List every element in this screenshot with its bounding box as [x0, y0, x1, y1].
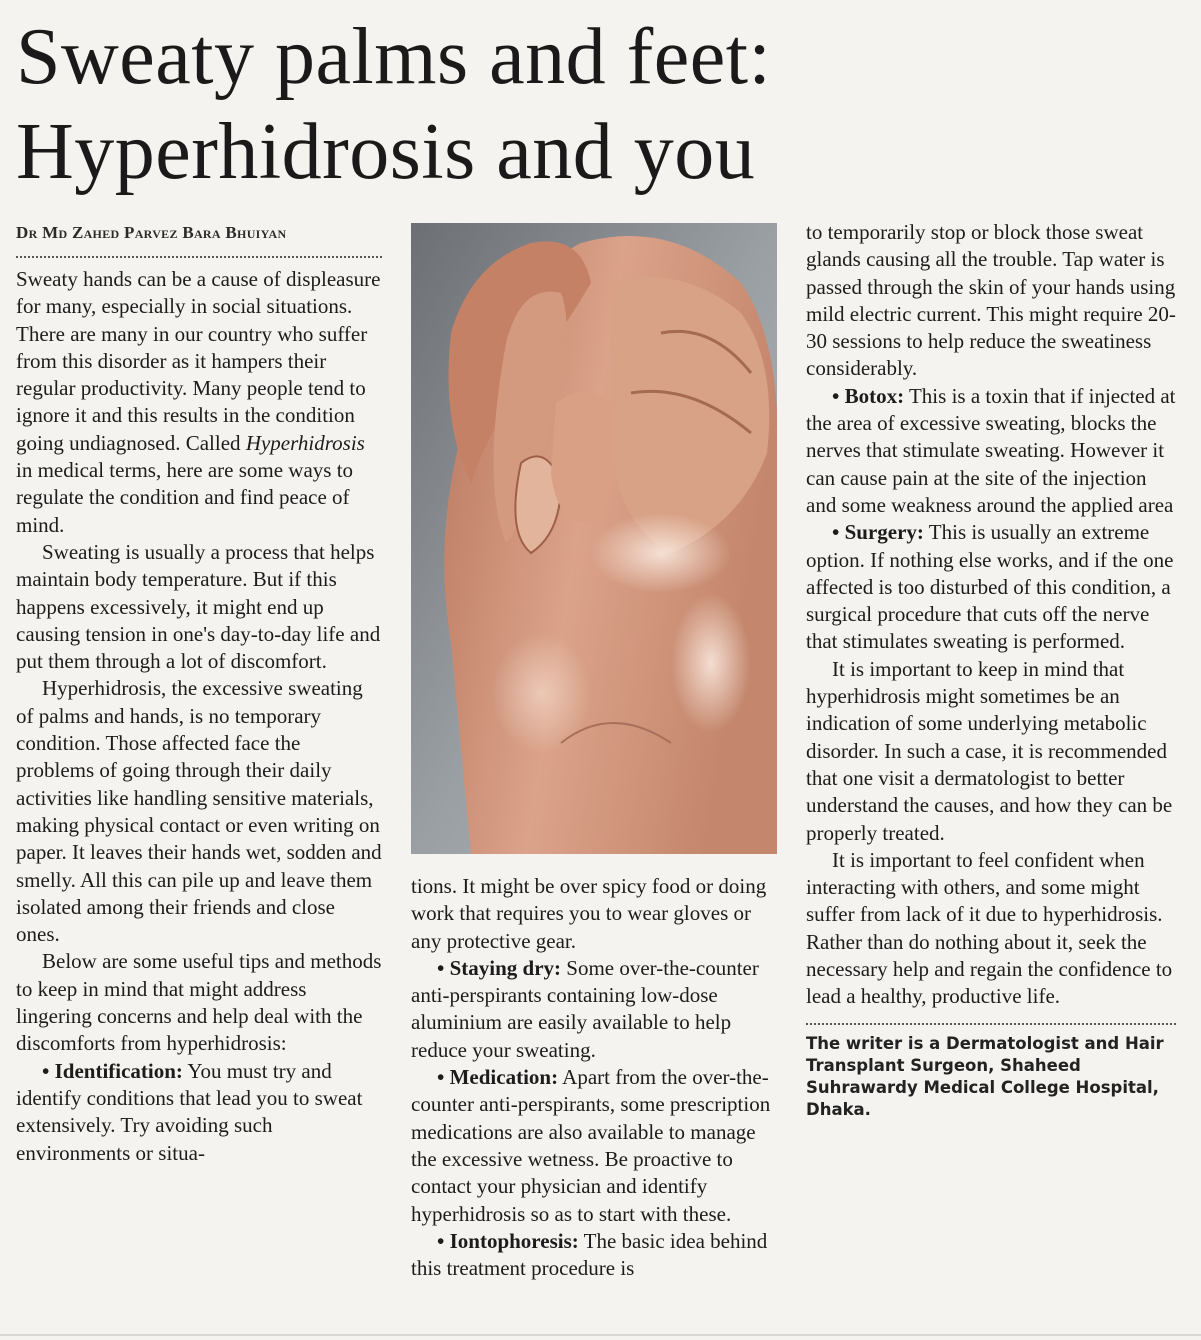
surgery-text: This is usually an extreme option. If nothing else works, and if the one affected is too disturbed of this condition, a surgical procedure that cuts off the nerve that stimulates sweating is performed.: [806, 520, 1174, 654]
paragraph-intro: [16, 266, 382, 539]
byline-divider: [16, 256, 382, 258]
bullet-identification: [16, 1058, 382, 1167]
sweaty-hand-photo: [411, 223, 777, 854]
paragraph-sweating: Sweating is usually a process that helps maintain body temperature. But if this happens excessively, it might end up causing tension in one's day-to-day life and put them through a lot of discomfort.: [16, 539, 381, 674]
surgery-label: • Surgery:: [832, 520, 924, 545]
bullet-botox: [806, 383, 1176, 519]
medication-text: Apart from the over-the-counter anti-perspirants, some prescription medications are also available to manage the excessive wetness. Be proactive to contact your physician and identify hyperhidrosis so as to start with these.: [411, 1065, 771, 1226]
column-1: [16, 222, 382, 1167]
bio-divider: [806, 1023, 1176, 1025]
column-3: [806, 219, 1176, 1121]
paragraph-tips: Below are some useful tips and methods to keep in mind that might address lingering concerns and help deal with the discomforts from hyperhidrosis:: [16, 949, 382, 1056]
hand-illustration: [411, 223, 777, 854]
page-bottom-rule: [0, 1334, 1201, 1336]
byline: Dr Md Zahed Parvez Bara Bhuiyan: [16, 223, 287, 242]
intro-text: Sweaty hands can be a cause of displeasure for many, especially in social situations. There are many in our country who suffer from this disorder as it hampers their regular productivity. Many people tend to ignore it and this results in the condition going undiagnosed. Called: [16, 267, 381, 455]
paragraph-hyperhidrosis: Hyperhidrosis, the excessive sweating of palms and hands, is no temporary condition. Those affected face the problems of going through their daily activities like handling sensitive materials, making physical contact or even writing on paper. It leaves their hands wet, sodden and smelly. All this can pile up and leave them isolated among their friends and close ones.: [16, 676, 382, 947]
headline-line-1: Sweaty palms and feet:: [16, 13, 772, 101]
iontophoresis-text: The basic idea behind this treatment procedure is: [411, 1228, 768, 1281]
continuation-text: tions. It might be over spicy food or doing work that requires you to wear gloves or any protective gear.: [411, 874, 767, 953]
staying-dry-label: • Staying dry:: [437, 955, 562, 980]
iontophoresis-label: • Iontophoresis:: [437, 1228, 579, 1253]
article-headline: [16, 10, 1186, 200]
bullet-medication: [411, 1064, 777, 1228]
bullet-surgery: [806, 519, 1176, 655]
bullet-iontophoresis: [411, 1228, 777, 1283]
term-hyperhidrosis: Hyperhidrosis: [245, 430, 365, 455]
paragraph-metabolic: It is important to keep in mind that hyperhidrosis might sometimes be an indication of some underlying metabolic disorder. In such a case, it is recommended that one visit a dermatologist to better understand the causes, and how they can be properly treated.: [806, 656, 1173, 845]
writer-bio: The writer is a Dermatologist and Hair Transplant Surgeon, Shaheed Suhrawardy Medical College Hospital, Dhaka.: [806, 1033, 1164, 1119]
botox-label: • Botox:: [832, 383, 905, 408]
continuation-iontophoresis: to temporarily stop or block those sweat glands causing all the trouble. Tap water is passed through the skin of your hands using mild electric current. This might require 20-30 sessions to help reduce the sweatiness considerably.: [806, 220, 1176, 381]
paragraph-confidence: It is important to feel confident when interacting with others, and some might suffer from lack of it due to hyperhidrosis. Rather than do nothing about it, seek the necessary help and regain the confidence to lead a healthy, productive life.: [806, 847, 1173, 1009]
botox-text: This is a toxin that if injected at the area of excessive sweating, blocks the nerves that stimulate sweating. However it can cause pain at the site of the injection and some weakness around the applied area: [806, 383, 1176, 517]
staying-dry-text: Some over-the-counter anti-perspirants containing low-dose aluminium are easily available to help reduce your sweating.: [411, 955, 759, 1062]
bullet-staying-dry: [411, 955, 777, 1064]
identification-text: You must try and identify conditions that lead you to sweat extensively. Try avoiding such environments or situa-: [16, 1058, 363, 1165]
intro-text-end: in medical terms, here are some ways to regulate the condition and find peace of mind.: [16, 458, 354, 537]
column-2: [411, 873, 777, 1282]
headline-line-2: Hyperhidrosis and you: [16, 108, 756, 196]
medication-label: • Medication:: [437, 1065, 559, 1090]
identification-label: • Identification:: [42, 1058, 183, 1083]
